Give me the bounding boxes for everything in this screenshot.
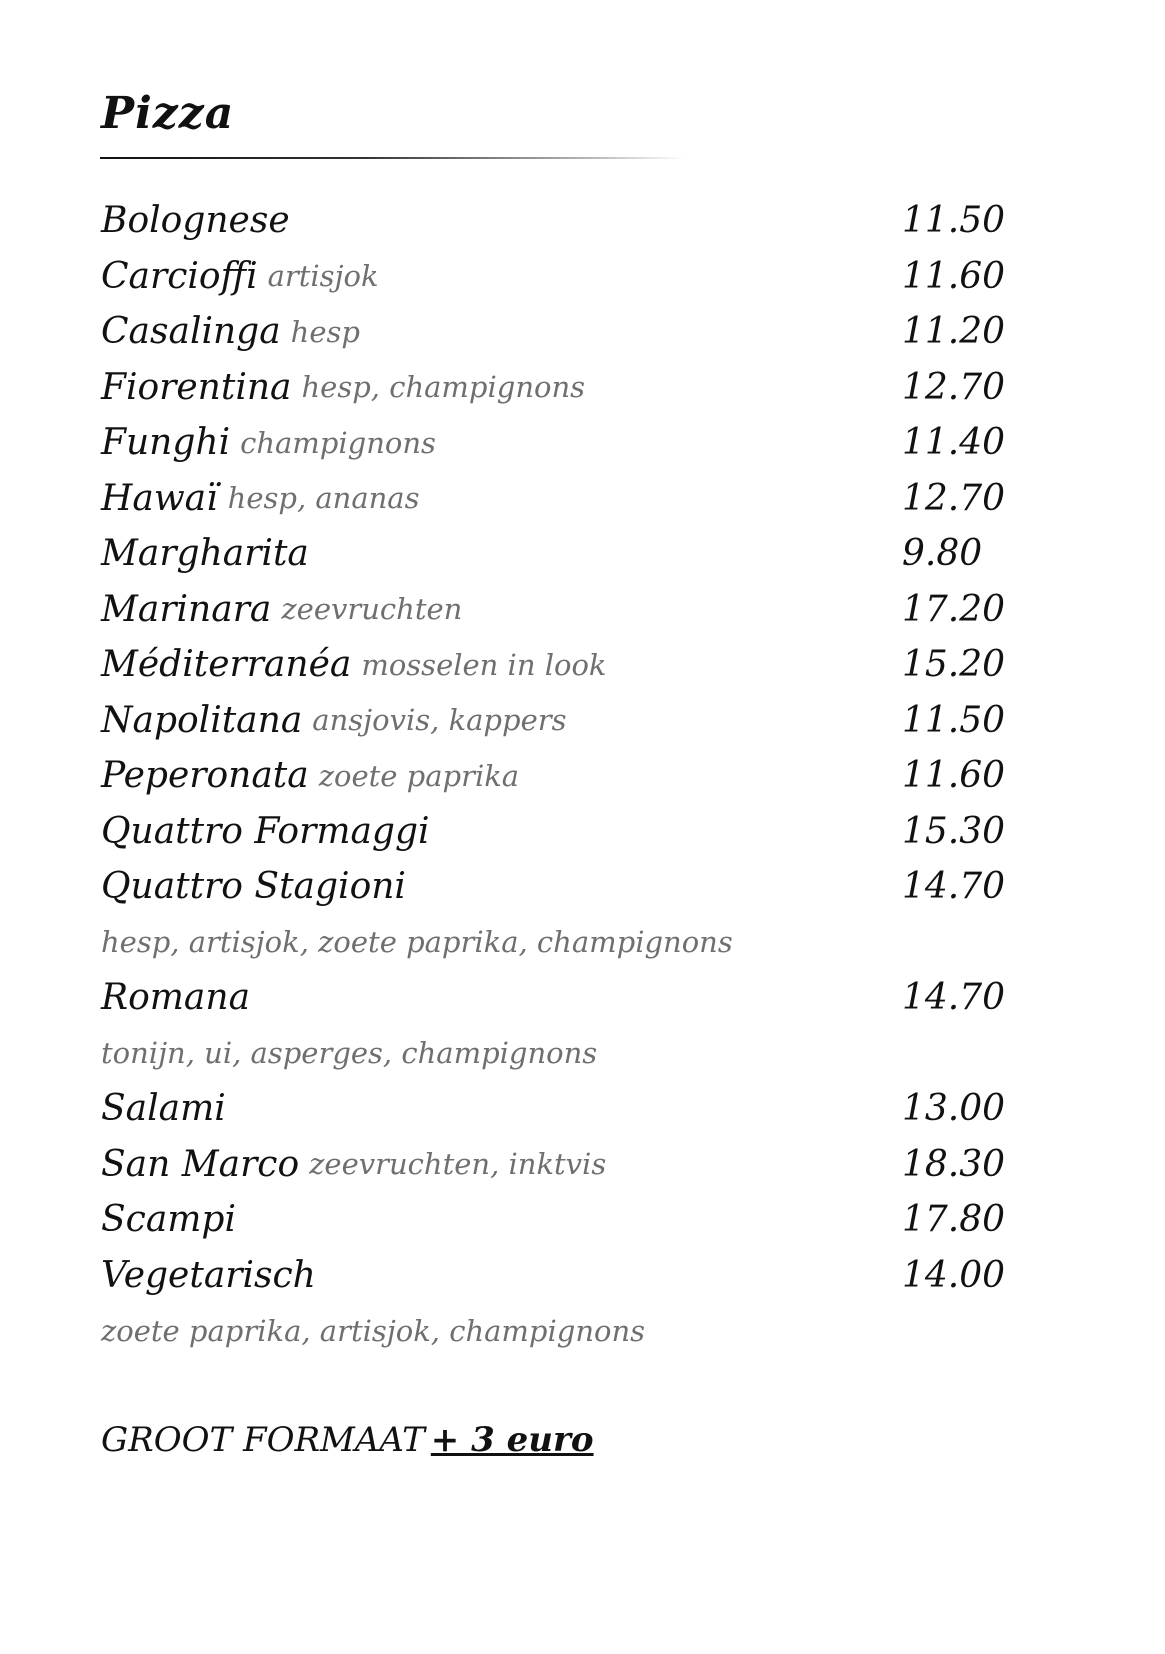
title-underline [100, 157, 685, 159]
item-name: Funghi [101, 422, 231, 464]
menu-item [101, 1137, 1021, 1193]
size-note-label: GROOT FORMAAT [101, 1420, 425, 1460]
item-price: 11.50 [902, 699, 1006, 741]
menu-item [101, 304, 1021, 360]
item-description: hesp [290, 314, 360, 349]
item-description: mosselen in look [361, 647, 607, 682]
item-price: 11.50 [902, 200, 1006, 242]
item-price: 14.70 [902, 866, 1006, 908]
item-name: San Marco [101, 1143, 300, 1185]
item-name: Quattro Formaggi [101, 810, 430, 852]
item-price: 15.30 [902, 810, 1006, 852]
item-name: Fiorentina [101, 366, 292, 408]
menu-item [101, 637, 1021, 693]
item-name: Romana [101, 977, 251, 1019]
item-description: champignons [240, 425, 436, 460]
menu-item-ingredients [101, 1303, 1021, 1359]
item-price: 9.80 [902, 533, 983, 575]
menu-item [101, 859, 1021, 915]
item-name: Hawaï [101, 477, 218, 519]
item-price: 12.70 [902, 477, 1006, 519]
item-price: 15.20 [902, 644, 1006, 686]
menu-item [101, 193, 1021, 249]
item-price: 11.60 [902, 755, 1006, 797]
item-price: 14.00 [902, 1254, 1006, 1296]
item-description: artisjok [267, 259, 379, 294]
item-name: Margharita [101, 533, 309, 575]
item-name: Casalinga [101, 311, 281, 353]
item-description: hesp, champignons [301, 370, 586, 405]
menu-item [101, 804, 1021, 860]
item-name: Napolitana [101, 699, 303, 741]
item-description: ansjovis, kappers [312, 703, 567, 738]
item-name: Peperonata [101, 755, 309, 797]
item-name: Scampi [101, 1199, 236, 1241]
item-description: tonijn, ui, asperges, champignons [101, 1036, 598, 1071]
size-note [101, 1420, 594, 1460]
menu-item [101, 582, 1021, 638]
menu-item [101, 970, 1021, 1026]
menu-item-ingredients [101, 915, 1021, 971]
menu-item [101, 748, 1021, 804]
item-description: zeevruchten, inktvis [309, 1147, 607, 1182]
item-name: Bolognese [101, 200, 290, 242]
item-name: Méditerranéa [101, 644, 352, 686]
item-description: zoete paprika, artisjok, champignons [101, 1313, 646, 1348]
menu-list [101, 193, 1021, 1359]
item-name: Carcioffi [101, 255, 258, 297]
item-price: 14.70 [902, 977, 1006, 1019]
item-description: zoete paprika [318, 758, 520, 793]
menu-item [101, 693, 1021, 749]
item-name: Salami [101, 1088, 226, 1130]
menu-item [101, 1081, 1021, 1137]
menu-item [101, 415, 1021, 471]
item-name: Marinara [101, 588, 272, 630]
item-name: Quattro Stagioni [101, 866, 406, 908]
menu-item [101, 471, 1021, 527]
item-price: 11.20 [902, 311, 1006, 353]
menu-item [101, 249, 1021, 305]
size-note-surcharge: + 3 euro [430, 1420, 594, 1460]
item-price: 12.70 [902, 366, 1006, 408]
item-price: 18.30 [902, 1143, 1006, 1185]
menu-item [101, 1248, 1021, 1304]
item-price: 13.00 [902, 1088, 1006, 1130]
item-description: zeevruchten [281, 592, 463, 627]
menu-item-ingredients [101, 1026, 1021, 1082]
menu-item [101, 1192, 1021, 1248]
menu-item [101, 360, 1021, 416]
page-title: Pizza [101, 88, 235, 139]
item-description: hesp, ananas [227, 481, 420, 516]
menu-item [101, 526, 1021, 582]
item-price: 11.40 [902, 422, 1006, 464]
item-price: 17.20 [902, 588, 1006, 630]
item-price: 11.60 [902, 255, 1006, 297]
item-description: hesp, artisjok, zoete paprika, champignons [101, 925, 733, 960]
item-name: Vegetarisch [101, 1254, 316, 1296]
item-price: 17.80 [902, 1199, 1006, 1241]
